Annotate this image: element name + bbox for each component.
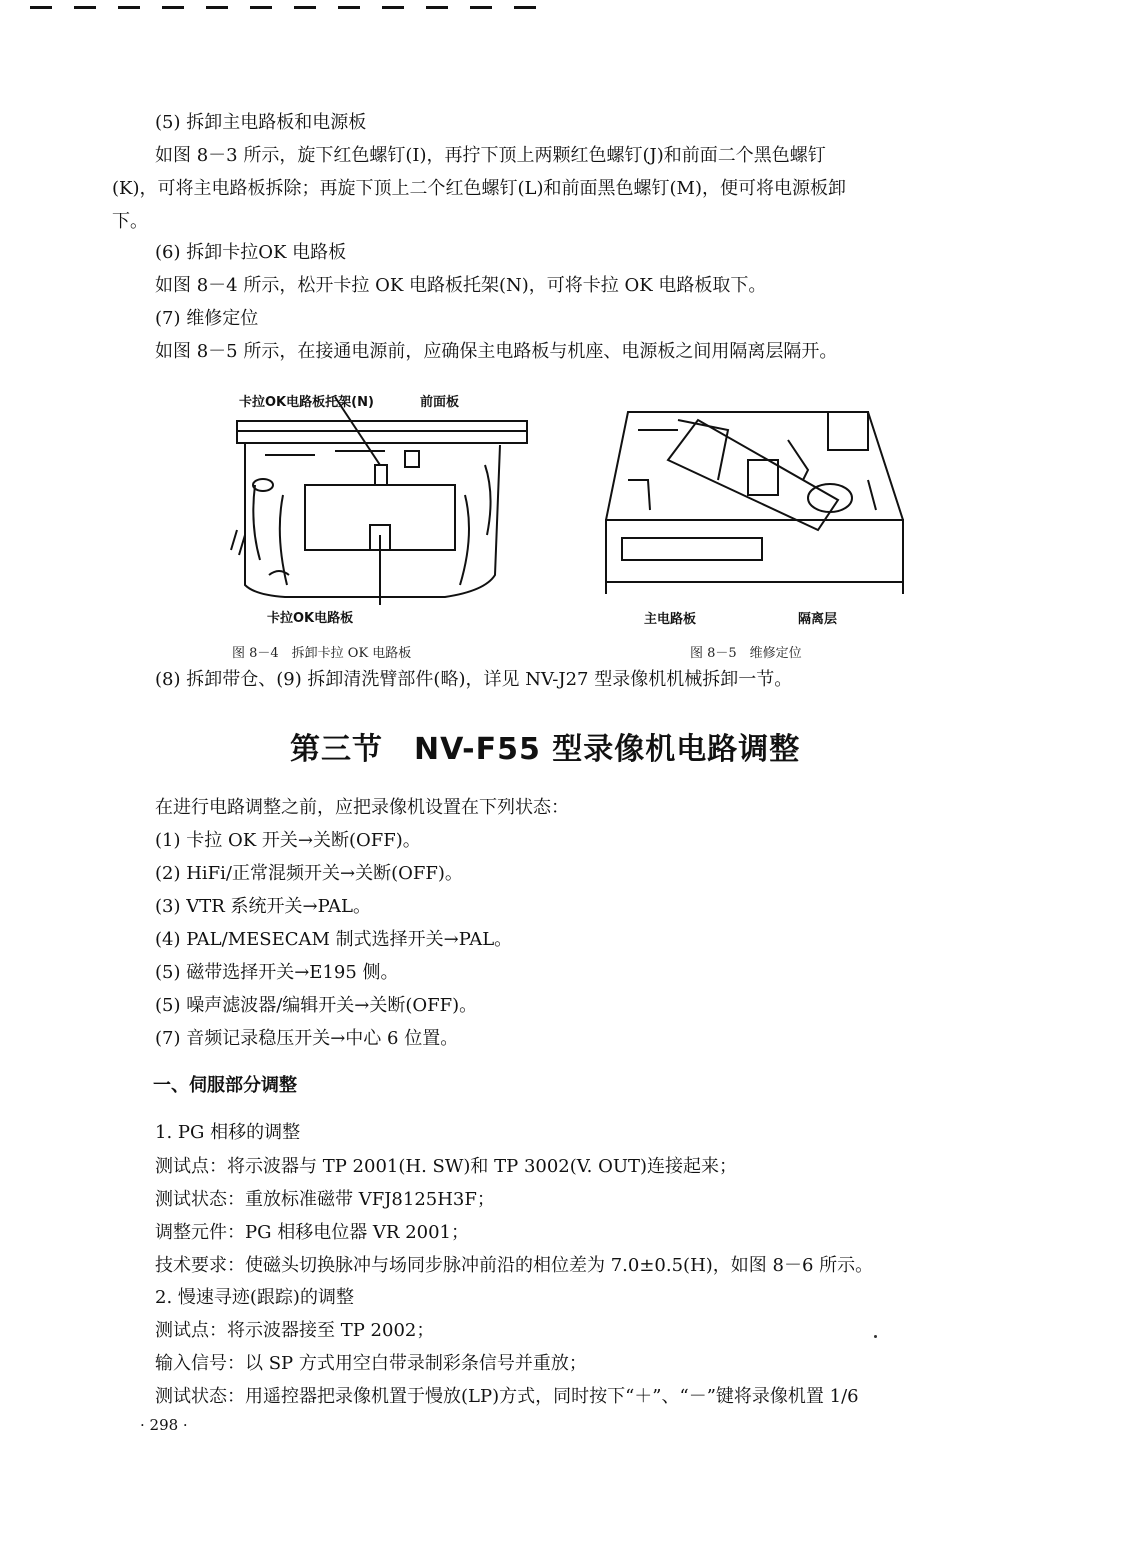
setup-line: 在进行电路调整之前，应把录像机设置在下列状态： [155,797,569,818]
servo-line: 测试状态：用遥控器把录像机置于慢放(LP)方式，同时按下“＋”、“－”键将录像机置 1/6 [155,1386,859,1407]
figure-karaoke-board [225,385,545,625]
subsection-title: 一、伺服部分调整 [153,1075,297,1096]
label-bracket: 卡拉OK电路板托架(N) [239,395,374,410]
setup-line: (3) VTR 系统开关→PAL。 [155,896,371,917]
servo-line: 测试点：将示波器与 TP 2001(H. SW)和 TP 3002(V. OUT)连接起来； [155,1156,738,1177]
label-front-panel: 前面板 [420,395,460,410]
servo-line: 测试状态：重放标准磁带 VFJ8125H3F； [155,1189,495,1210]
intro-line: 如图 8－5 所示，在接通电源前，应确保主电路板与机座、电源板之间用隔离层隔开。 [155,341,838,362]
intro-line: 如图 8－3 所示，旋下红色螺钉(I)，再拧下顶上两颗红色螺钉(J)和前面二个黑色螺钉 [155,145,826,166]
intro-line: (7) 维修定位 [155,308,259,329]
servo-line: 测试点：将示波器接至 TP 2002； [155,1320,435,1341]
section-title: 第三节 NV-F55 型录像机电路调整 [290,732,801,767]
figure-caption-8-5: 图 8－5 维修定位 [690,646,802,661]
setup-line: (7) 音频记录稳压开关→中心 6 位置。 [155,1028,459,1049]
setup-line: (4) PAL/MESECAM 制式选择开关→PAL。 [155,929,513,950]
figure-caption-8-4: 图 8－4 拆卸卡拉 OK 电路板 [232,646,412,661]
intro-line: (K)，可将主电路板拆除；再旋下顶上二个红色螺钉(L)和前面黑色螺钉(M)，便可将电源板卸 [112,178,846,199]
setup-line: (1) 卡拉 OK 开关→关断(OFF)。 [155,830,421,851]
intro-line: (6) 拆卸卡拉OK 电路板 [155,242,347,263]
intro-line: 如图 8－4 所示，松开卡拉 OK 电路板托架(N)，可将卡拉 OK 电路板取下。 [155,275,767,296]
scan-speck [874,1335,877,1338]
label-karaoke-board: 卡拉OK电路板 [267,611,354,626]
servo-line: 2. 慢速寻迹(跟踪)的调整 [155,1287,354,1308]
intro-line: 下。 [112,211,148,232]
page-number: · 298 · [140,1416,188,1434]
setup-line: (2) HiFi/正常混频开关→关断(OFF)。 [155,863,463,884]
after-figures-text: (8) 拆卸带仓、(9) 拆卸清洗臂部件(略)，详见 NV-J27 型录像机机械拆卸一节。 [155,669,793,690]
label-main-board: 主电路板 [644,612,697,627]
setup-line: (5) 噪声滤波器/编辑开关→关断(OFF)。 [155,995,478,1016]
servo-line: 调整元件：PG 相移电位器 VR 2001； [155,1222,470,1243]
servo-line: 1. PG 相移的调整 [155,1122,301,1143]
servo-line: 技术要求：使磁头切换脉冲与场同步脉冲前沿的相位差为 7.0±0.5(H)，如图 8－6 所示。 [155,1255,874,1276]
setup-line: (5) 磁带选择开关→E195 侧。 [155,962,399,983]
karaoke-board-drawing [225,385,545,625]
figure-service-position [598,400,908,627]
label-isolation-layer: 隔离层 [798,612,838,627]
servo-line: 输入信号：以 SP 方式用空白带录制彩条信号并重放； [155,1353,587,1374]
service-position-drawing [598,400,908,600]
intro-line: (5) 拆卸主电路板和电源板 [155,112,367,133]
